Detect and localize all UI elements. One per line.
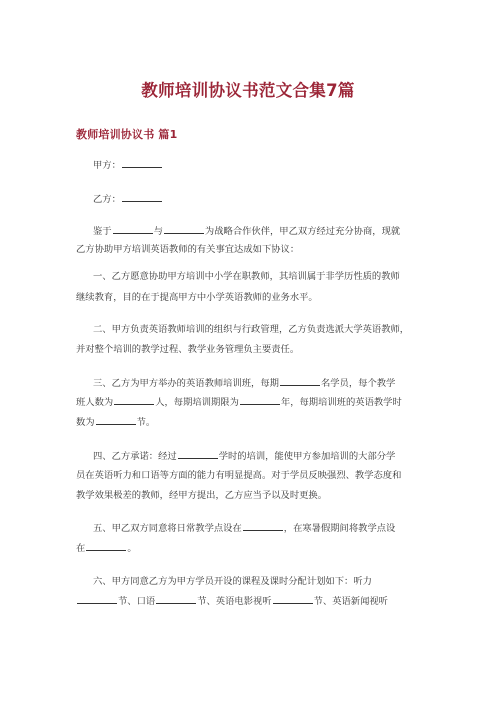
text: 节、英语电影视听 — [197, 596, 272, 607]
text: 与 — [153, 226, 163, 237]
text: 在 — [76, 543, 86, 554]
text: 为战略合作伙伴，甲乙双方经过充分协商，现就 — [204, 226, 401, 237]
clause-2-line-1: 二、甲方负责英语教师培训的组织与行政管理，乙方负责选派大学英语教师， — [93, 324, 410, 335]
text: 节。 — [136, 417, 156, 428]
text: ，在寒暑假期间将教学点设 — [283, 523, 396, 534]
clause-4-line-3: 教学效果极差的教师，经甲方提出，乙方应当予以及时更换。 — [76, 490, 328, 501]
clause-1-line-1: 一、乙方愿意协助甲方培训中小学在职教师，其培训属于非学历性质的教师 — [93, 271, 400, 282]
text: 。 — [127, 543, 137, 554]
paragraph-intro-line-1 — [93, 222, 400, 242]
clause-3-line-2 — [76, 393, 402, 413]
section-heading: 教师培训协议书 篇1 — [76, 128, 178, 141]
party-a-line — [93, 156, 163, 176]
blank-line — [114, 393, 154, 405]
blank-line — [164, 222, 204, 234]
blank-line — [273, 592, 313, 604]
blank-line — [86, 539, 126, 551]
text: 节、英语新闻视听 — [313, 596, 388, 607]
blank-line — [280, 374, 320, 386]
blank-line — [96, 413, 136, 425]
blank-line — [156, 592, 196, 604]
clause-4-line-2: 员在英语听力和口语等方面的能力有明显提高。对于学员反映强烈、教学态度和 — [76, 470, 402, 481]
text: 节、口语 — [118, 596, 156, 607]
clause-5-line-1 — [93, 519, 395, 539]
clause-1-line-2: 继续教育，目的在于提高甲方中小学英语教师的业务水平。 — [76, 292, 318, 303]
blank-line — [77, 592, 117, 604]
blank-line — [243, 519, 283, 531]
clause-3-line-1 — [93, 374, 395, 394]
blank-line — [178, 447, 218, 459]
text: 鉴于 — [93, 226, 112, 237]
text: 数为 — [76, 417, 95, 428]
text: 学时的培训，能使甲方参加培训的大部分学 — [218, 451, 396, 462]
blank-line — [113, 222, 153, 234]
document-title: 教师培训协议书范文合集7篇 — [141, 81, 355, 100]
clause-5-line-2 — [76, 539, 137, 559]
blank-line — [240, 393, 280, 405]
clause-2-line-2: 并对整个培训的教学过程、教学业务管理负主要责任。 — [76, 344, 300, 355]
clause-6-line-1: 六、甲方同意乙方为甲方学员开设的课程及课时分配计划如下：听力 — [93, 576, 372, 587]
party-a-label: 甲方： — [93, 160, 121, 171]
text: 三、乙方为甲方举办的英语教师培训班，每期 — [93, 378, 279, 389]
text: 年，每期培训班的英语教学时 — [280, 397, 402, 408]
text: 五、甲乙双方同意将日常教学点设在 — [93, 523, 242, 534]
party-b-line — [93, 190, 163, 210]
text: 名学员，每个教学 — [320, 378, 396, 389]
text: 四、乙方承诺：经过 — [93, 451, 177, 462]
paragraph-intro-line-2: 乙方协助甲方培训英语教师的有关事宜达成如下协议： — [76, 244, 300, 255]
text: 班人数为 — [76, 397, 114, 408]
blank-line — [122, 190, 162, 202]
clause-4-line-1 — [93, 447, 395, 467]
blank-line — [122, 156, 162, 168]
clause-6-line-2 — [76, 592, 388, 612]
party-b-label: 乙方： — [93, 194, 121, 205]
text: 人，每期培训期限为 — [155, 397, 239, 408]
clause-3-line-3 — [76, 413, 155, 433]
